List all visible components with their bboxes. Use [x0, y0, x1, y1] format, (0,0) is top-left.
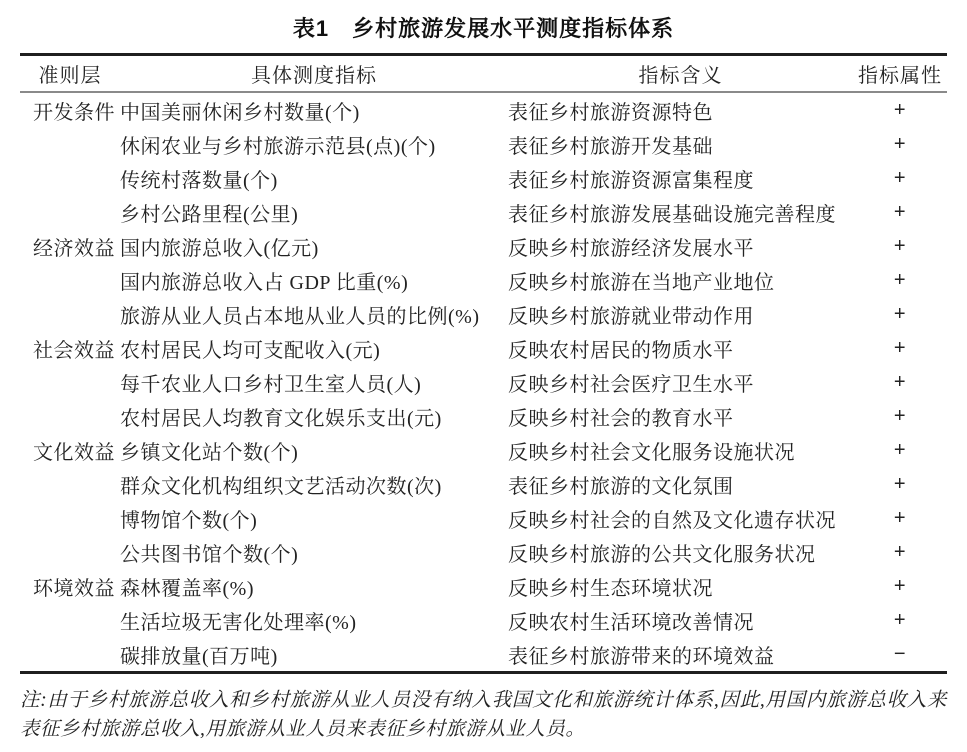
criterion-cell	[20, 603, 120, 637]
meaning-cell: 反映农村生活环境改善情况	[508, 611, 754, 634]
table-row	[20, 229, 947, 263]
indicator-cell: 森林覆盖率(%)	[120, 577, 254, 600]
header-criterion: 准则层	[20, 55, 120, 93]
meaning-cell: 表征乡村旅游开发基础	[508, 135, 713, 158]
criterion-cell	[20, 297, 120, 331]
indicator-cell: 休闲农业与乡村旅游示范县(点)(个)	[120, 135, 436, 158]
attribute-cell: +	[893, 166, 907, 189]
meaning-cell: 反映乡村生态环境状况	[508, 577, 713, 600]
indicator-cell: 旅游从业人员占本地从业人员的比例(%)	[120, 305, 480, 328]
criterion-cell	[20, 195, 120, 229]
criterion-cell	[20, 127, 120, 161]
table-row	[20, 127, 947, 161]
meaning-cell: 反映乡村旅游经济发展水平	[508, 237, 754, 260]
indicator-cell: 生活垃圾无害化处理率(%)	[120, 611, 357, 634]
indicator-cell: 公共图书馆个数(个)	[120, 543, 299, 566]
criterion-cell	[20, 399, 120, 433]
criterion-cell	[20, 501, 120, 535]
attribute-cell: +	[893, 472, 907, 495]
header-attribute: 指标属性	[853, 55, 947, 93]
attribute-cell: +	[893, 608, 907, 631]
table-row	[20, 637, 947, 673]
attribute-cell: +	[893, 370, 907, 393]
criterion-cell: 社会效益	[33, 339, 115, 362]
table-row	[20, 603, 947, 637]
meaning-cell: 反映农村居民的物质水平	[508, 339, 734, 362]
meaning-cell: 反映乡村社会的自然及文化遗存状况	[508, 509, 836, 532]
table-row	[20, 399, 947, 433]
meaning-cell: 表征乡村旅游资源特色	[508, 101, 713, 124]
table-footnote: 注:由于乡村旅游总收入和乡村旅游从业人员没有纳入我国文化和旅游统计体系,因此,用国内旅游总收入来表征乡村旅游总收入,用旅游从业人员来表征乡村旅游从业人员。	[20, 690, 947, 740]
header-meaning: 指标含义	[508, 55, 853, 93]
table-row	[20, 433, 947, 467]
criterion-cell	[20, 535, 120, 569]
meaning-cell: 反映乡村旅游在当地产业地位	[508, 271, 775, 294]
attribute-cell: +	[893, 302, 907, 325]
criterion-cell: 经济效益	[33, 237, 115, 260]
criterion-cell	[20, 263, 120, 297]
table-row	[20, 297, 947, 331]
meaning-cell: 反映乡村社会医疗卫生水平	[508, 373, 754, 396]
attribute-cell: +	[893, 200, 907, 223]
table-row	[20, 263, 947, 297]
indicator-cell: 传统村落数量(个)	[120, 169, 278, 192]
criterion-cell: 文化效益	[33, 441, 115, 464]
table-row	[20, 195, 947, 229]
indicator-cell: 群众文化机构组织文艺活动次数(次)	[120, 475, 442, 498]
attribute-cell: +	[893, 268, 907, 291]
criterion-cell	[20, 161, 120, 195]
criterion-cell	[20, 365, 120, 399]
meaning-cell: 反映乡村旅游的公共文化服务状况	[508, 543, 816, 566]
table-row	[20, 501, 947, 535]
table-row	[20, 569, 947, 603]
table-header-row	[20, 55, 947, 93]
meaning-cell: 表征乡村旅游资源富集程度	[508, 169, 754, 192]
attribute-cell: +	[893, 132, 907, 155]
table-row	[20, 365, 947, 399]
attribute-cell: +	[893, 506, 907, 529]
attribute-cell: +	[893, 336, 907, 359]
attribute-cell: +	[893, 98, 907, 121]
attribute-cell: +	[893, 574, 907, 597]
meaning-cell: 表征乡村旅游发展基础设施完善程度	[508, 203, 836, 226]
attribute-cell: +	[893, 404, 907, 427]
table-row	[20, 92, 947, 127]
indicator-cell: 乡镇文化站个数(个)	[120, 441, 299, 464]
indicator-cell: 国内旅游总收入(亿元)	[120, 237, 319, 260]
meaning-cell: 表征乡村旅游带来的环境效益	[508, 645, 775, 668]
meaning-cell: 表征乡村旅游的文化氛围	[508, 475, 734, 498]
attribute-cell: +	[893, 234, 907, 257]
attribute-cell: +	[893, 438, 907, 461]
indicator-cell: 博物馆个数(个)	[120, 509, 258, 532]
attribute-cell: +	[893, 540, 907, 563]
meaning-cell: 反映乡村旅游就业带动作用	[508, 305, 754, 328]
table-body	[20, 92, 947, 673]
attribute-cell: −	[893, 642, 907, 665]
indicator-cell: 农村居民人均可支配收入(元)	[120, 339, 381, 362]
meaning-cell: 反映乡村社会的教育水平	[508, 407, 734, 430]
table-row	[20, 467, 947, 501]
criterion-cell	[20, 637, 120, 673]
table-row	[20, 331, 947, 365]
criterion-cell	[20, 467, 120, 501]
criterion-cell: 环境效益	[33, 577, 115, 600]
indicator-cell: 乡村公路里程(公里)	[120, 203, 299, 226]
table-row	[20, 535, 947, 569]
table-row	[20, 161, 947, 195]
indicator-table	[20, 53, 947, 674]
table-title: 表1 乡村旅游发展水平测度指标体系	[292, 16, 675, 41]
indicator-cell: 农村居民人均教育文化娱乐支出(元)	[120, 407, 442, 430]
indicator-cell: 中国美丽休闲乡村数量(个)	[120, 101, 360, 124]
indicator-cell: 每千农业人口乡村卫生室人员(人)	[120, 373, 422, 396]
meaning-cell: 反映乡村社会文化服务设施状况	[508, 441, 795, 464]
indicator-cell: 碳排放量(百万吨)	[120, 645, 278, 668]
header-indicator: 具体测度指标	[120, 55, 508, 93]
indicator-cell: 国内旅游总收入占 GDP 比重(%)	[120, 271, 409, 294]
criterion-cell: 开发条件	[33, 101, 115, 124]
